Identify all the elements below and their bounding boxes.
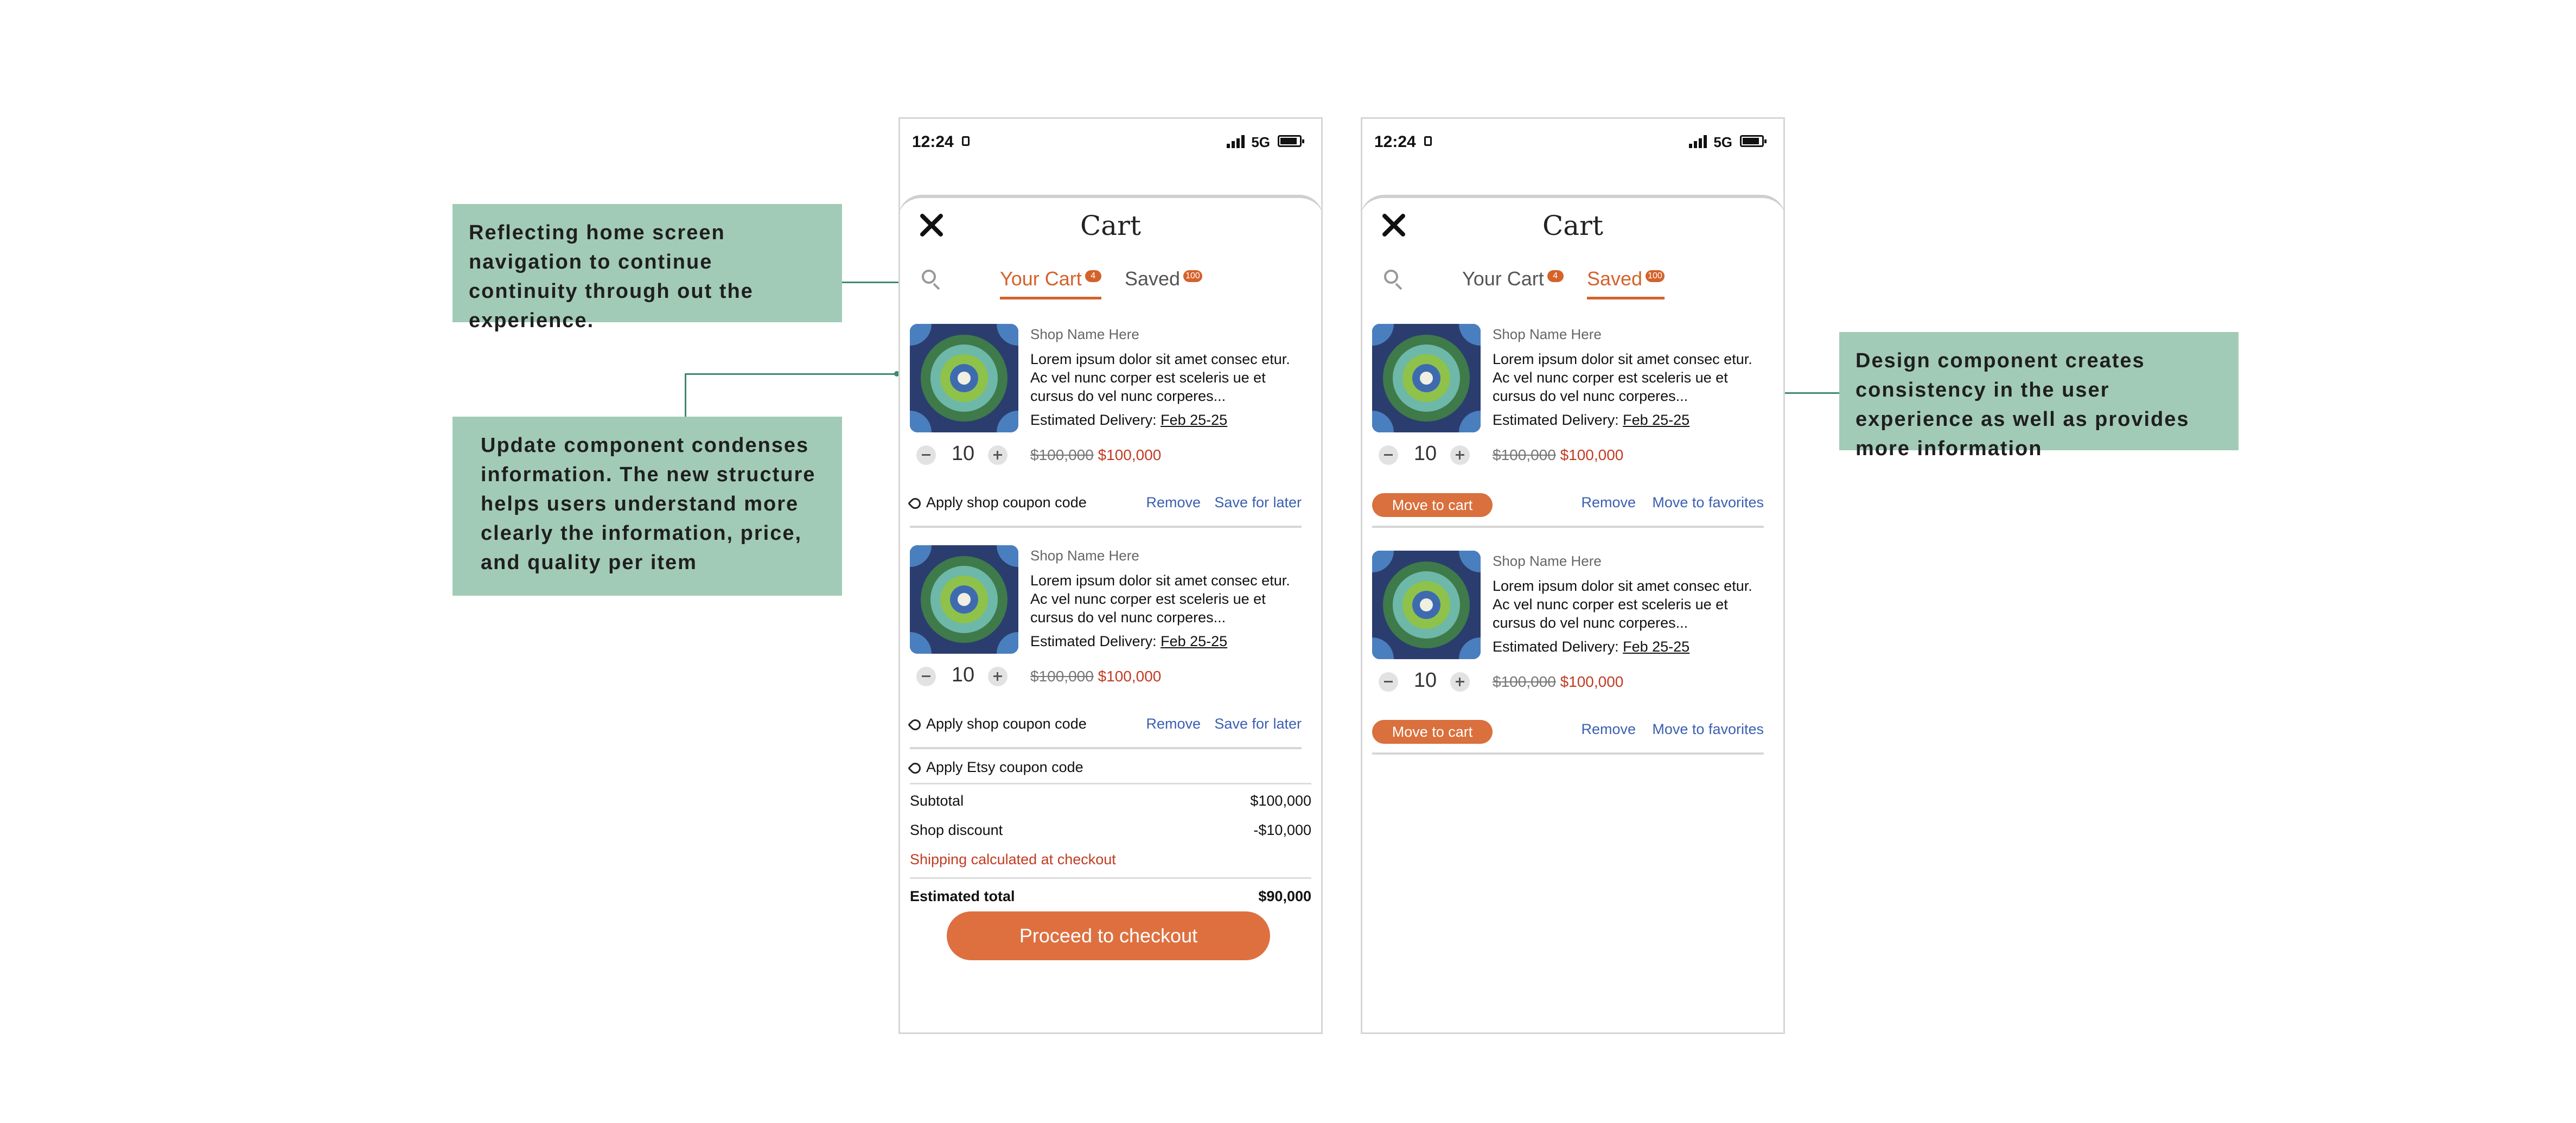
sale-price: $100,000 xyxy=(1560,446,1624,463)
search-icon[interactable] xyxy=(922,270,941,289)
lock-icon xyxy=(1424,136,1432,146)
plus-icon[interactable] xyxy=(1450,672,1470,692)
tab-saved-label: Saved xyxy=(1125,267,1181,290)
delivery-date[interactable]: Feb 25-25 xyxy=(1161,633,1228,649)
search-icon[interactable] xyxy=(1384,270,1404,289)
delivery-label: Estimated Delivery: xyxy=(1030,633,1157,649)
original-price: $100,000 xyxy=(1030,446,1094,463)
cart-count-badge: 4 xyxy=(1085,270,1101,282)
delivery-label: Estimated Delivery: xyxy=(1493,639,1619,655)
total-row xyxy=(910,888,1311,910)
product-image[interactable] xyxy=(1372,324,1481,432)
quantity-value: 10 xyxy=(1413,442,1437,465)
tab-saved-label: Saved xyxy=(1587,267,1643,290)
tab-your-cart[interactable] xyxy=(1000,267,1101,299)
move-to-cart-button[interactable]: Move to cart xyxy=(1372,493,1493,517)
item-divider xyxy=(1372,526,1764,528)
delivery-info xyxy=(1493,639,1689,655)
tag-icon xyxy=(908,761,923,776)
lock-icon xyxy=(962,136,970,146)
delivery-date[interactable]: Feb 25-25 xyxy=(1161,412,1228,428)
item-price xyxy=(1493,446,1623,464)
move-to-cart-button[interactable]: Move to cart xyxy=(1372,720,1493,744)
sale-price: $100,000 xyxy=(1098,668,1162,685)
original-price: $100,000 xyxy=(1493,673,1556,690)
quantity-stepper xyxy=(1372,441,1481,468)
total-value: $90,000 xyxy=(1258,888,1311,904)
shipping-row xyxy=(910,851,1311,873)
original-price: $100,000 xyxy=(1493,446,1556,463)
delivery-info xyxy=(1030,412,1227,429)
saved-sheet xyxy=(1361,195,1785,1034)
item-divider xyxy=(910,526,1302,528)
minus-icon[interactable] xyxy=(1379,445,1398,465)
tag-icon xyxy=(908,717,923,732)
item-price xyxy=(1030,668,1161,685)
quantity-value: 10 xyxy=(951,442,975,465)
shop-name[interactable]: Shop Name Here xyxy=(1493,553,1602,569)
etsy-coupon-row[interactable] xyxy=(910,759,1311,781)
move-to-favorites-link[interactable]: Move to favorites xyxy=(1652,721,1764,737)
quantity-value: 10 xyxy=(951,663,975,686)
subtotal-value: $100,000 xyxy=(1250,793,1311,809)
subtotal-label: Subtotal xyxy=(910,793,964,809)
phone-saved-screen xyxy=(1361,117,1785,1034)
save-for-later-link[interactable]: Save for later xyxy=(1214,716,1302,732)
subtotal-row xyxy=(910,793,1311,814)
item-description: Lorem ipsum dolor sit amet consec etur. Ac vel nunc corper est sceleris ue et cursus do vel nunc corperes... xyxy=(1493,351,1752,404)
save-for-later-link[interactable]: Save for later xyxy=(1214,494,1302,511)
annotation-design xyxy=(1839,332,2239,460)
apply-etsy-coupon-label: Apply Etsy coupon code xyxy=(926,759,1083,775)
delivery-info xyxy=(1030,633,1227,650)
plus-icon[interactable] xyxy=(988,667,1008,686)
item-description: Lorem ipsum dolor sit amet consec etur. Ac vel nunc corper est sceleris ue et cursus do vel nunc corperes... xyxy=(1493,578,1752,631)
phone-cart-screen xyxy=(898,117,1323,1034)
annotation-update xyxy=(452,417,842,596)
product-image[interactable] xyxy=(1372,551,1481,659)
remove-link[interactable]: Remove xyxy=(1581,721,1636,737)
annotation-navigation xyxy=(452,204,842,332)
summary-divider xyxy=(910,783,1311,784)
delivery-date[interactable]: Feb 25-25 xyxy=(1623,639,1690,655)
item-divider xyxy=(910,747,1302,749)
tab-your-cart-label: Your Cart xyxy=(1000,267,1082,290)
sale-price: $100,000 xyxy=(1560,673,1624,690)
minus-icon[interactable] xyxy=(916,445,936,465)
discount-value: -$10,000 xyxy=(1253,822,1311,838)
quantity-stepper xyxy=(910,441,1018,468)
page-title: Cart xyxy=(1080,210,1142,241)
delivery-label: Estimated Delivery: xyxy=(1030,412,1157,428)
sale-price: $100,000 xyxy=(1098,446,1162,463)
plus-icon[interactable] xyxy=(988,445,1008,465)
remove-link[interactable]: Remove xyxy=(1146,494,1201,511)
item-price xyxy=(1493,673,1623,691)
item-actions xyxy=(1372,490,1764,517)
saved-count-badge: 100 xyxy=(1646,270,1665,282)
status-time: 12:24 xyxy=(912,133,954,151)
status-bar xyxy=(900,126,1321,154)
summary-divider xyxy=(910,877,1311,879)
tab-saved[interactable] xyxy=(1125,267,1202,297)
minus-icon[interactable] xyxy=(916,667,936,686)
shipping-note: Shipping calculated at checkout xyxy=(910,851,1116,867)
item-description: Lorem ipsum dolor sit amet consec etur. Ac vel nunc corper est sceleris ue et cursus do vel nunc corperes... xyxy=(1030,351,1290,404)
tag-icon xyxy=(908,496,923,511)
apply-shop-coupon-link[interactable] xyxy=(910,494,1087,511)
apply-shop-coupon-link[interactable] xyxy=(910,716,1087,732)
quantity-value: 10 xyxy=(1413,669,1437,692)
network-label: 5G xyxy=(1713,134,1732,150)
saved-count-badge: 100 xyxy=(1183,270,1202,282)
network-label: 5G xyxy=(1251,134,1270,150)
signal-icon xyxy=(1689,135,1707,148)
item-price xyxy=(1030,446,1161,464)
item-actions xyxy=(1372,717,1764,744)
signal-icon xyxy=(1227,135,1245,148)
minus-icon[interactable] xyxy=(1379,672,1398,692)
move-to-favorites-link[interactable]: Move to favorites xyxy=(1652,494,1764,511)
plus-icon[interactable] xyxy=(1450,445,1470,465)
item-actions xyxy=(910,711,1302,738)
page-title: Cart xyxy=(1542,210,1604,241)
discount-row xyxy=(910,822,1311,844)
status-time: 12:24 xyxy=(1374,133,1416,151)
delivery-label: Estimated Delivery: xyxy=(1493,412,1619,428)
battery-icon xyxy=(1740,135,1764,147)
product-image[interactable] xyxy=(910,545,1018,654)
shop-name[interactable]: Shop Name Here xyxy=(1030,547,1139,564)
original-price: $100,000 xyxy=(1030,668,1094,685)
apply-shop-coupon-label: Apply shop coupon code xyxy=(926,494,1087,511)
connector-update-horizontal xyxy=(685,373,896,375)
annotation-update-text: Update component condenses information. The new structure helps users understand more clearly the information, price, and quality per item xyxy=(481,434,816,574)
quantity-stepper xyxy=(910,662,1018,690)
tab-your-cart[interactable] xyxy=(1462,267,1564,297)
shop-name[interactable]: Shop Name Here xyxy=(1030,326,1139,342)
discount-label: Shop discount xyxy=(910,822,1003,838)
item-actions xyxy=(910,490,1302,517)
item-divider xyxy=(1372,752,1764,755)
delivery-info xyxy=(1493,412,1689,429)
remove-link[interactable]: Remove xyxy=(1146,716,1201,732)
cart-sheet xyxy=(898,195,1323,1034)
product-image[interactable] xyxy=(910,324,1018,432)
proceed-to-checkout-button[interactable]: Proceed to checkout xyxy=(947,911,1270,960)
delivery-date[interactable]: Feb 25-25 xyxy=(1623,412,1690,428)
annotation-design-text: Design component creates consistency in the user experience as well as provides more information xyxy=(1856,349,2190,460)
item-description: Lorem ipsum dolor sit amet consec etur. Ac vel nunc corper est sceleris ue et cursus do vel nunc corperes... xyxy=(1030,572,1290,626)
total-label: Estimated total xyxy=(910,888,1015,904)
tab-your-cart-label: Your Cart xyxy=(1462,267,1544,290)
remove-link[interactable]: Remove xyxy=(1581,494,1636,511)
shop-name[interactable]: Shop Name Here xyxy=(1493,326,1602,342)
quantity-stepper xyxy=(1372,668,1481,695)
cart-count-badge: 4 xyxy=(1547,270,1564,282)
annotation-navigation-text: Reflecting home screen navigation to continue continuity through out the experience. xyxy=(469,221,754,332)
connector-update-vertical xyxy=(685,373,686,417)
battery-icon xyxy=(1278,135,1302,147)
apply-shop-coupon-label: Apply shop coupon code xyxy=(926,716,1087,732)
tab-saved[interactable] xyxy=(1587,267,1665,299)
status-bar xyxy=(1362,126,1783,154)
